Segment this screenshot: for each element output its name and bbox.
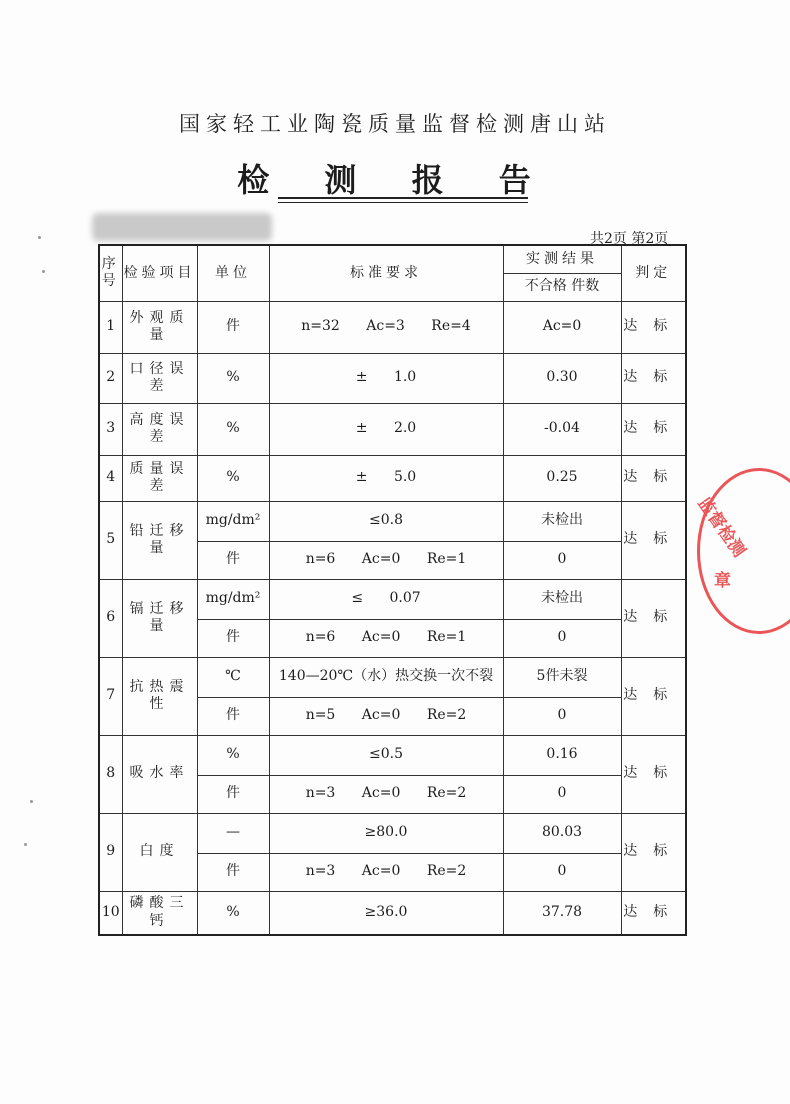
cell-unit: % [197,455,269,501]
cell-standard: ≥36.0 [269,891,503,935]
title-underline-thin [278,202,528,203]
cell-standard: n=5 Ac=0 Re=2 [269,697,503,735]
header-measured-sub: 不合格 件数 [503,273,621,301]
cell-seq: 6 [99,579,122,657]
cell-verdict: 达标 [621,501,686,579]
cell-seq: 4 [99,455,122,501]
cell-verdict: 达标 [621,657,686,735]
cell-verdict: 达标 [621,353,686,403]
header-measured: 实测结果 [503,245,621,273]
table-row [99,579,686,619]
cell-result: 0 [503,775,621,813]
scan-speck [42,270,45,273]
cell-standard: ± 2.0 [269,403,503,455]
stamp-arc-text: 监督检测 [693,493,749,562]
table-row [99,301,686,353]
results-table [98,244,687,936]
cell-item: 白度 [122,813,197,891]
cell-standard: ≤0.8 [269,501,503,541]
cell-verdict: 达标 [621,891,686,935]
cell-item: 镉迁移量 [122,579,197,657]
table-row [99,891,686,935]
header-verdict: 判定 [621,245,686,301]
cell-seq: 3 [99,403,122,455]
cell-verdict: 达标 [621,301,686,353]
cell-result: 0 [503,697,621,735]
cell-verdict: 达标 [621,403,686,455]
table-row [99,403,686,455]
header-seq: 序号 [99,245,122,301]
cell-result: 未检出 [503,501,621,541]
cell-item: 吸水率 [122,735,197,813]
cell-unit: 件 [197,301,269,353]
cell-standard: ≤ 0.07 [269,579,503,619]
cell-unit: % [197,353,269,403]
cell-result: 5件未裂 [503,657,621,697]
cell-standard: n=6 Ac=0 Re=1 [269,541,503,579]
cell-result: 80.03 [503,813,621,853]
cell-unit: % [197,891,269,935]
cell-result: Ac=0 [503,301,621,353]
table-row [99,813,686,853]
results-body [99,301,686,935]
cell-result: 0 [503,619,621,657]
cell-unit: % [197,735,269,775]
cell-seq: 8 [99,735,122,813]
cell-verdict: 达标 [621,735,686,813]
cell-standard: 140—20℃（水）热交换一次不裂 [269,657,503,697]
cell-standard: n=3 Ac=0 Re=2 [269,775,503,813]
table-row [99,657,686,697]
scan-speck [24,843,27,846]
cell-result: 0 [503,541,621,579]
cell-seq: 5 [99,501,122,579]
scan-speck [38,236,41,239]
cell-item: 抗热震性 [122,657,197,735]
cell-standard: n=32 Ac=3 Re=4 [269,301,503,353]
cell-item: 质量误差 [122,455,197,501]
cell-result: 0.16 [503,735,621,775]
cell-item: 磷酸三钙 [122,891,197,935]
cell-unit: mg/dm² [197,501,269,541]
cell-result: 0.30 [503,353,621,403]
table-row [99,353,686,403]
title-underline [278,197,528,199]
cell-unit: 件 [197,697,269,735]
scan-speck [30,800,33,803]
cell-item: 铅迁移量 [122,501,197,579]
cell-result: 37.78 [503,891,621,935]
cell-unit: % [197,403,269,455]
stamp-center-text: 章 [714,571,731,591]
cell-standard: ≥80.0 [269,813,503,853]
cell-unit: 件 [197,853,269,891]
cell-unit: ℃ [197,657,269,697]
table-row [99,501,686,541]
cell-item: 口径误差 [122,353,197,403]
cell-result: -0.04 [503,403,621,455]
cell-unit: mg/dm² [197,579,269,619]
red-seal-stamp [693,468,790,634]
cell-standard: n=6 Ac=0 Re=1 [269,619,503,657]
cell-unit: 件 [197,541,269,579]
cell-standard: ± 1.0 [269,353,503,403]
page-info: 共2页 第2页 [590,231,669,247]
cell-standard: ± 5.0 [269,455,503,501]
table-row [99,455,686,501]
cell-verdict: 达标 [621,455,686,501]
cell-item: 高度误差 [122,403,197,455]
cell-seq: 1 [99,301,122,353]
cell-standard: ≤0.5 [269,735,503,775]
cell-unit: 件 [197,619,269,657]
header-item: 检验项目 [122,245,197,301]
cell-seq: 10 [99,891,122,935]
cell-standard: n=3 Ac=0 Re=2 [269,853,503,891]
cell-unit: 件 [197,775,269,813]
table-row [99,735,686,775]
cell-result: 0.25 [503,455,621,501]
header-standard: 标准要求 [269,245,503,301]
cell-verdict: 达标 [621,579,686,657]
header-unit: 单位 [197,245,269,301]
cell-result: 未检出 [503,579,621,619]
cell-seq: 2 [99,353,122,403]
cell-result: 0 [503,853,621,891]
organization-name: 国家轻工业陶瓷质量监督检测唐山站 [179,112,611,136]
cell-verdict: 达标 [621,813,686,891]
cell-seq: 9 [99,813,122,891]
redacted-block [92,213,272,241]
report-title: 检 测 报 告 [237,161,553,199]
cell-unit: — [197,813,269,853]
cell-seq: 7 [99,657,122,735]
cell-item: 外观质量 [122,301,197,353]
